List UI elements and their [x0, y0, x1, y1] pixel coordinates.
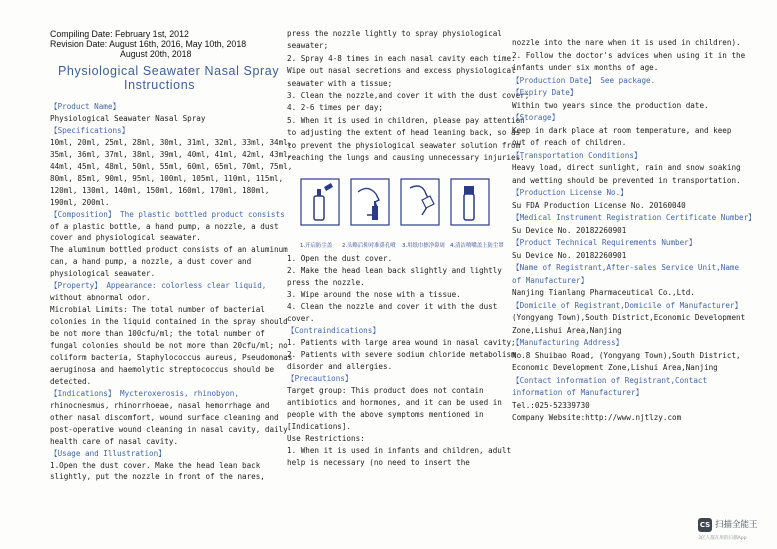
text-line: nozzle into the nare when it is used in children). — [512, 38, 741, 47]
section-heading: 【Transportation Conditions】 — [512, 150, 642, 160]
text-line: fungal colonies should be not more than 20cfu/ml; no — [50, 341, 288, 350]
text-line: Company Website:http://www.njtlzy.com — [512, 413, 682, 422]
text-line: Nanjing Tianlang Pharmaceutical Co.,Ltd. — [512, 288, 695, 297]
text-line: Economic Development Zone,Lishui Area,Nanjing — [512, 363, 718, 372]
text-line: Su FDA Production License No. 20160040 — [512, 200, 686, 210]
text-line: detected. — [50, 376, 92, 386]
caption-3: 3.用纸巾擦净鼻周 — [402, 243, 445, 249]
text-line: cover and physiological seawater. — [50, 233, 201, 243]
section-heading: 【Product Technical Requirements Number】 — [512, 238, 697, 247]
text-line: Microbial Limits: The total number of bacterial — [50, 305, 265, 315]
text-line: 2. Make the head lean back slightly and lightly — [287, 266, 502, 275]
text-line: 35ml, 36ml, 37ml, 38ml, 39ml, 40ml, 41ml, 42ml, 43ml, — [50, 149, 293, 159]
compiling-date: Compiling Date: February 1st, 2012 — [50, 29, 189, 39]
text-line: 3. Clean the nozzle,and cover it with the dust cover; — [287, 91, 530, 100]
document-title-second-line: Instructions — [124, 78, 196, 92]
text-line: without abnormal odor. — [50, 293, 151, 303]
section-heading: 【Domicile of Registrant,Domicile of Manufacturer】 — [512, 300, 743, 310]
section-heading: 【Indications】 Mycteroxerosis, rhinobyon, — [50, 388, 239, 398]
watermark-tagline: 3亿人都在用的扫描App — [698, 536, 747, 541]
close-cover-illustration — [450, 178, 490, 226]
section-heading: 【Usage and Illustration】 — [50, 448, 166, 458]
section-heading: 【Specifications】 — [50, 125, 130, 135]
text-line: infants under six months of age. — [512, 63, 659, 72]
text-line: seawater; — [287, 41, 329, 51]
section-heading: 【Composition】 The plastic bottled product consists — [50, 209, 285, 219]
text-line: 3. Wipe around the nose with a tissue. — [287, 290, 461, 299]
text-line: 2. Spray 4-8 times in each nasal cavity each time. — [287, 53, 516, 63]
text-line: The aluminum bottled product consists of an aluminum — [50, 245, 288, 255]
section-heading: 【Manufacturing Address】 — [512, 338, 624, 347]
camscanner-logo-icon: CS — [698, 518, 712, 532]
section-heading: 【Production Date】 See package. — [512, 75, 656, 85]
section-heading: 【Product Name】 — [50, 102, 121, 111]
text-line: 4. Clean the nozzle and cover it with the dust — [287, 302, 498, 311]
text-line: Tel.:025-52339730 — [512, 400, 590, 410]
text-line: colonies in the liquid contained in the spray should — [50, 317, 288, 327]
text-line: Heavy load, direct sunlight, rain and snow soaking — [512, 163, 741, 172]
text-line: 2. Patients with severe sodium chloride metabolism — [287, 350, 516, 359]
text-line: slightly, put the nozzle in front of the nares, — [50, 472, 265, 482]
wipe-nose-illustration — [400, 178, 440, 226]
illustration-captions — [300, 241, 504, 251]
text-line: [Indications]. — [287, 422, 352, 431]
text-line: can, a hand pump, a nozzle, a dust cover and — [50, 257, 252, 267]
text-line: and wetting should be prevented in transportation. — [512, 175, 741, 185]
spray-nose-illustration — [350, 178, 390, 226]
caption-2: 2.头略后仰对准鼻孔噴 — [342, 243, 396, 249]
text-line: 80ml, 85ml, 90ml, 95ml, 100ml, 105ml, 110ml, 115ml, — [50, 173, 284, 183]
text-line: 1. When it is used in infants and children, adult — [287, 446, 512, 455]
watermark-name: 扫描全能王 — [715, 520, 758, 530]
text-line: be not more than 100cfu/ml; the total number of — [50, 329, 265, 339]
text-line: Target group: This product does not contain — [287, 386, 484, 395]
section-heading: 【Name of Registrant,After-sales Service Unit,Name — [512, 263, 740, 272]
text-line: reaching the lungs and causing unnecessary injuries. — [287, 153, 525, 162]
text-line: antibiotics and hormones, and it can be used in — [287, 398, 502, 407]
text-line: (Yongyang Town),South District,Economic Development — [512, 313, 746, 322]
section-heading: 【Contact information of Registrant,Contact — [512, 375, 708, 385]
text-line: Su Device No. 20182260901 — [512, 250, 627, 260]
text-line: Within two years since the production date. — [512, 100, 709, 110]
text-line: help is necessary (no need to insert the — [287, 458, 470, 467]
text-line: to prevent the physiological seawater solution from — [287, 140, 521, 150]
text-line: Su Device No. 20182260901 — [512, 225, 627, 235]
text-line: aeruginosa and haemolytic streptococcus should be — [50, 364, 275, 374]
text-line: 190ml, 200ml. — [50, 197, 110, 207]
text-line: 120ml, 130ml, 140ml, 150ml, 160ml, 170ml, 180ml, — [50, 185, 270, 195]
section-heading: information of Manufacturer】 — [512, 388, 644, 397]
text-line: 2. Follow the doctor's advices when using it in the — [512, 50, 746, 60]
text-line: Wipe out nasal secretions and excess physiological — [287, 66, 516, 76]
text-line: cover. — [287, 314, 315, 323]
caption-1: 1.开启防尘盖 — [300, 243, 333, 249]
text-line: 1. Patients with large area wound in nasal cavity; — [287, 338, 516, 347]
text-line: 1.Open the dust cover. Make the head lean back — [50, 460, 261, 470]
text-line: rhinocnesmus, rhinorrhoeae, nasal hemorrhage and — [50, 400, 270, 410]
text-line: Zone,Lishui Area,Nanjing — [512, 325, 622, 335]
document-title: Physiological Seawater Nasal Spray — [58, 64, 280, 78]
text-line: health care of nasal cavity. — [50, 436, 179, 446]
text-line: to adjusting the extent of head leaning back, so as — [287, 128, 521, 138]
text-line: Keep in dark place at room temperature, and keep — [512, 125, 732, 135]
section-heading: of Manufacturer】 — [512, 275, 589, 285]
open-cover-illustration — [300, 178, 340, 226]
section-heading: 【Medical Instrument Registration Certificate Number】 — [512, 213, 756, 222]
text-line: 44ml, 45ml, 48ml, 50ml, 55ml, 60ml, 65ml, 70ml, 75ml, — [50, 161, 293, 171]
text-line: Physiological Seawater Nasal Spray — [50, 113, 206, 123]
text-line: out of reach of children. — [512, 138, 627, 147]
text-line: No.8 Shuibao Road, (Yongyang Town),South District, — [512, 350, 741, 360]
text-line: press the nozzle. — [287, 278, 365, 287]
section-heading: 【Precautions】 — [287, 374, 353, 383]
section-heading: 【Production License No.】 — [512, 188, 628, 197]
text-line: physiological seawater. — [50, 269, 156, 279]
revision-date: Revision Date: August 16th, 2016, May 10th, 2018 — [50, 39, 247, 49]
text-line: Use Restrictions: — [287, 434, 365, 443]
section-heading: 【Contraindications】 — [287, 326, 380, 335]
text-line: press the nozzle lightly to spray physiological — [287, 29, 502, 38]
text-line: coliform bacteria, Staphylococcus aureus, Pseudomonas — [50, 352, 293, 362]
text-line: 5. When it is used in children, please pay attention — [287, 115, 525, 125]
text-line: post-operative wound cleaning in nasal cavity, daily — [50, 424, 288, 434]
text-line: disorder and allergies. — [287, 362, 393, 371]
text-line: seawater with a tissue; — [287, 78, 393, 88]
caption-4: 4.清洁喷嘴盖上防尘罩 — [450, 243, 504, 249]
text-line: 1. Open the dust cover. — [287, 254, 393, 263]
text-line: 4. 2-6 times per day; — [287, 103, 384, 113]
section-heading: 【Property】 Appearance: colorless clear liquid, — [50, 281, 267, 291]
text-line: of a plastic bottle, a hand pump, a nozzle, a dust — [50, 221, 279, 231]
section-heading: 【Storage】 — [512, 113, 560, 122]
text-line: other nasal discomfort, wound surface cleaning and — [50, 412, 279, 422]
revision-date-continued: August 20th, 2018 — [120, 49, 192, 59]
text-line: 10ml, 20ml, 25ml, 28ml, 30ml, 31ml, 32ml, 33ml, 34ml, — [50, 137, 293, 147]
section-heading: 【Expiry Date】 — [512, 88, 578, 97]
usage-illustration — [300, 178, 490, 240]
text-line: people with the above symptoms mentioned in — [287, 410, 484, 419]
